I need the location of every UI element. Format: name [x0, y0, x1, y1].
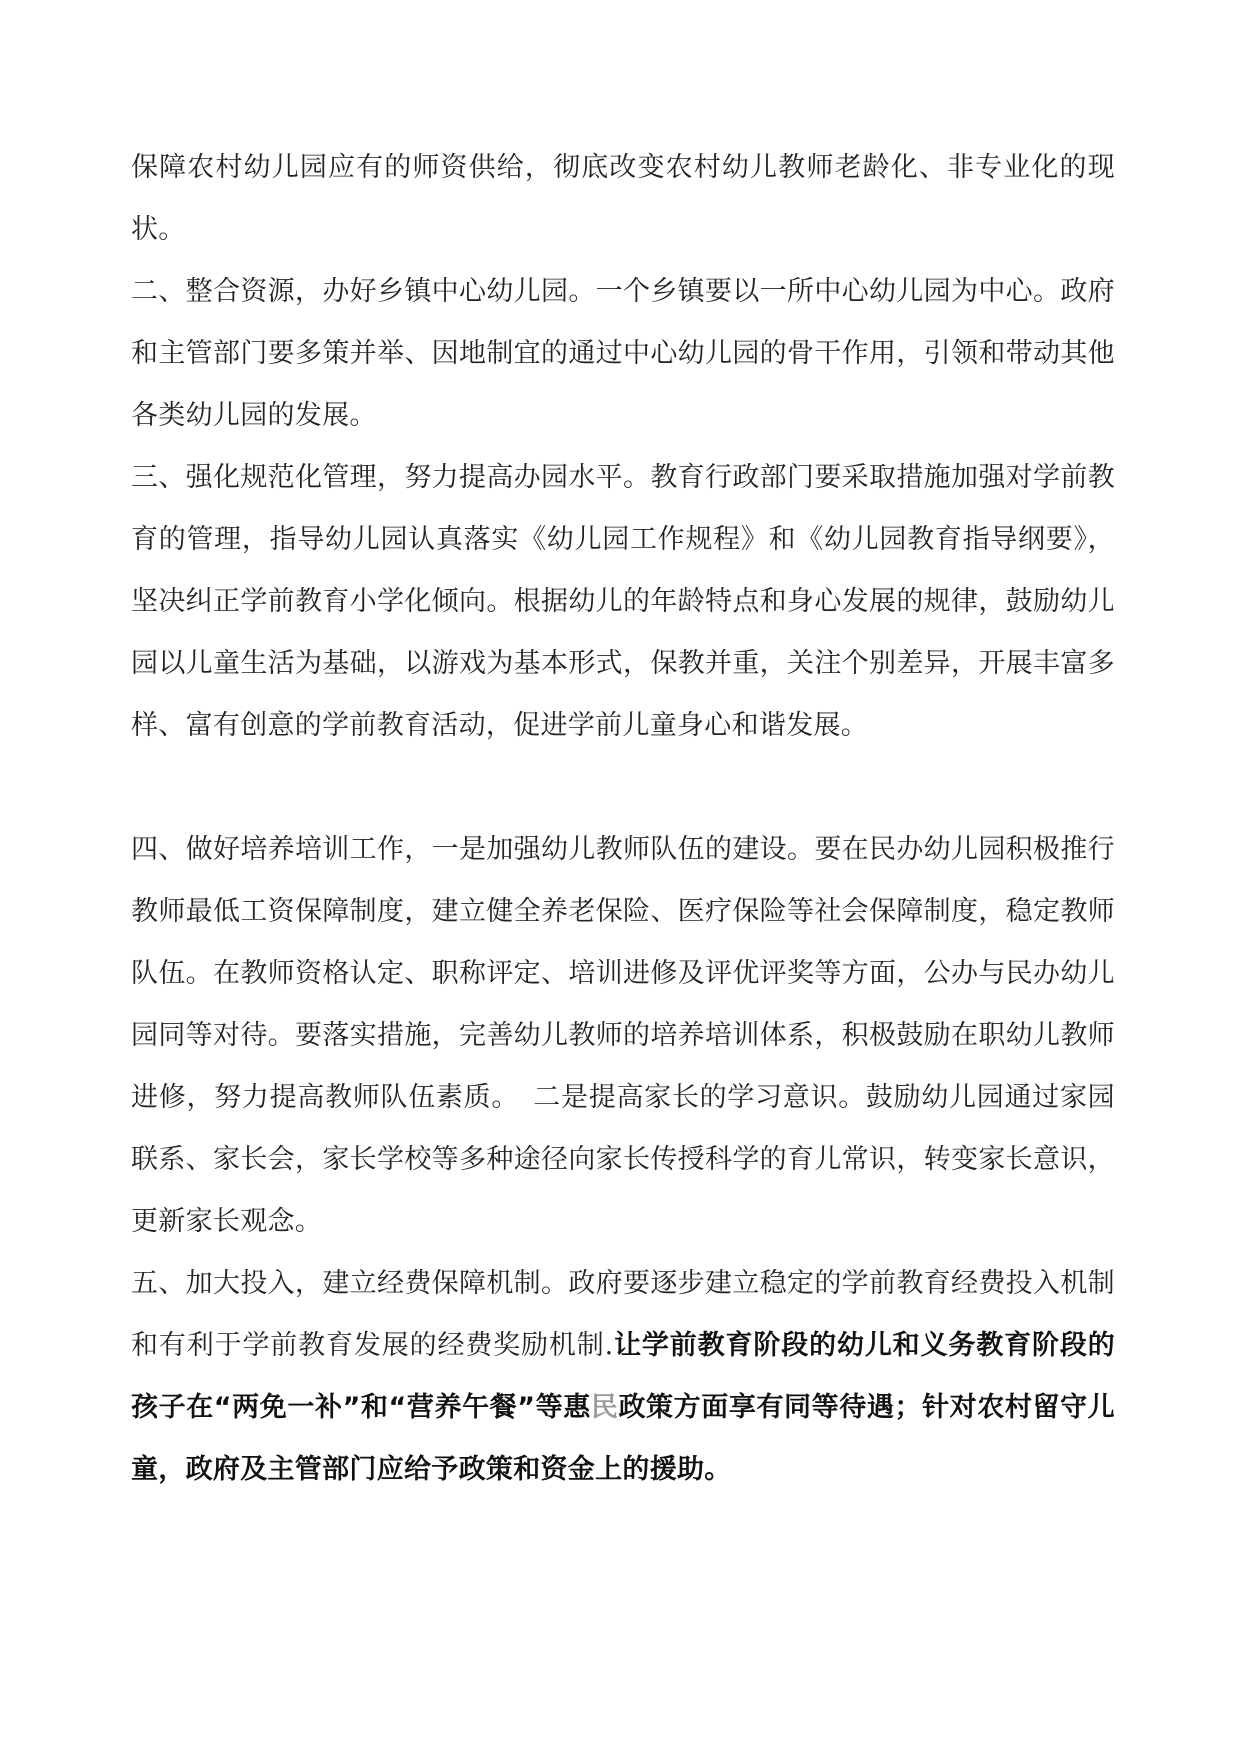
paragraph-section-two: 二、整合资源，办好乡镇中心幼儿园。一个乡镇要以一所中心幼儿园为中心。政府和主管部门要多策并举、因地制宜的通过中心幼儿园的骨干作用，引领和带动其他各类幼儿园的发展。 [131, 276, 1115, 431]
section-five-faded-character: 民 [590, 1392, 619, 1423]
paragraph-teacher-supply: 保障农村幼儿园应有的师资供给，彻底改变农村幼儿教师老龄化、非专业化的现状。 [131, 152, 1115, 245]
section-five-text: 五、加大投入，建立经费保障机制。政府要逐步建立稳定的学前教育经费投入机制和有利于学前教育发展的经费奖励机制. [131, 1268, 1115, 1361]
section-five-bold-text-b: 政策方面享有同等待遇；针对农村留守儿童，政府及主管部门应给予政策和资金上的援助。 [131, 1392, 1115, 1485]
paragraph-section-five [131, 1253, 1115, 1501]
document-body [131, 137, 1115, 1501]
paragraph-section-three: 三、强化规范化管理，努力提高办园水平。教育行政部门要采取措施加强对学前教育的管理，指导幼儿园认真落实《幼儿园工作规程》和《幼儿园教育指导纲要》，坚决纠正学前教育小学化倾向。根据幼儿的年龄特点和身心发展的规律，鼓励幼儿园以儿童生活为基础，以游戏为基本形式，保教并重，关注个别差异，开展丰富多样、富有创意的学前教育活动，促进学前儿童身心和谐发展。 [131, 462, 1115, 741]
section-five-bold-text-a: 让学前教育阶段的幼儿和义务教育阶段的孩子在“两免一补”和“营养午餐”等惠 [131, 1330, 1115, 1423]
paragraph-section-four: 四、做好培养培训工作，一是加强幼儿教师队伍的建设。要在民办幼儿园积极推行教师最低工资保障制度，建立健全养老保险、医疗保险等社会保障制度，稳定教师队伍。在教师资格认定、职称评定、培训进修及评优评奖等方面，公办与民办幼儿园同等对待。要落实措施，完善幼儿教师的培养培训体系，积极鼓励在职幼儿教师进修，努力提高教师队伍素质。 二是提高家长的学习意识。鼓励幼儿园通过家园联系、家长会，家长学校等多种途径向家长传授科学的育儿常识，转变家长意识，更新家长观念。 [131, 834, 1115, 1237]
paragraph-gap [131, 757, 1115, 819]
